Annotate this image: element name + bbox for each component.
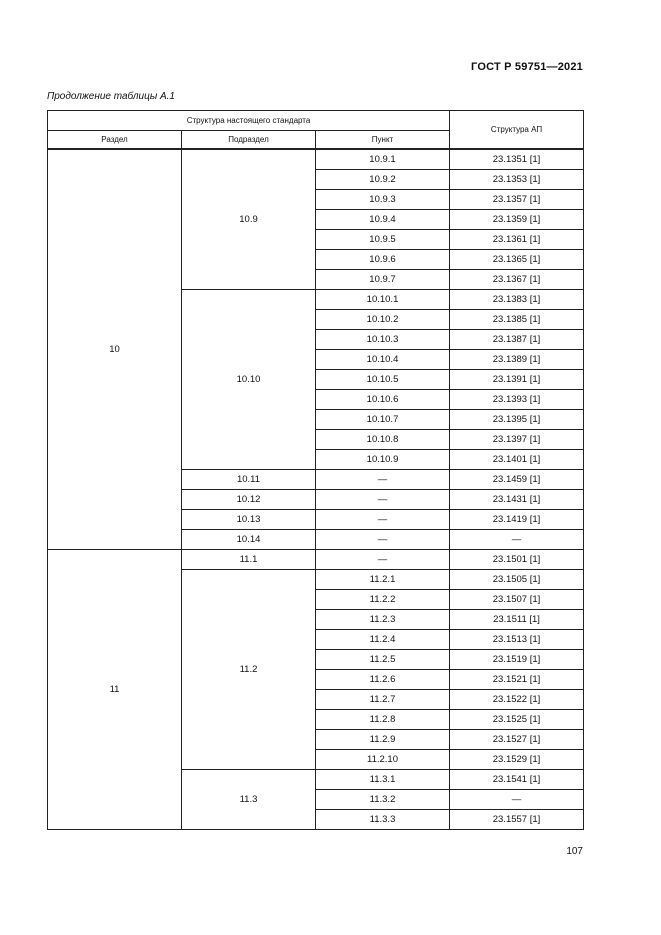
subsection-cell: 11.3 <box>182 769 316 829</box>
clause-cell: 10.10.3 <box>316 329 450 349</box>
ap-reference-cell: 23.1541 [1] <box>450 769 584 789</box>
ap-reference-cell: 23.1501 [1] <box>450 549 584 569</box>
group-header: Структура настоящего стандарта <box>48 111 450 131</box>
clause-cell: 11.2.3 <box>316 609 450 629</box>
table-caption: Продолжение таблицы А.1 <box>47 91 175 102</box>
column-header-subsection: Подраздел <box>182 131 316 150</box>
clause-cell: 11.3.2 <box>316 789 450 809</box>
clause-cell: — <box>316 509 450 529</box>
clause-cell: — <box>316 549 450 569</box>
ap-reference-cell: 23.1401 [1] <box>450 449 584 469</box>
subsection-cell: 11.2 <box>182 569 316 769</box>
ap-reference-cell: 23.1365 [1] <box>450 249 584 269</box>
ap-reference-cell: 23.1511 [1] <box>450 609 584 629</box>
clause-cell: 10.9.4 <box>316 209 450 229</box>
clause-cell: 10.9.6 <box>316 249 450 269</box>
clause-cell: 11.2.6 <box>316 669 450 689</box>
ap-reference-cell: 23.1521 [1] <box>450 669 584 689</box>
ap-reference-cell: 23.1353 [1] <box>450 169 584 189</box>
ap-reference-cell: 23.1459 [1] <box>450 469 584 489</box>
clause-cell: 10.10.5 <box>316 369 450 389</box>
ap-reference-cell: 23.1393 [1] <box>450 389 584 409</box>
clause-cell: 10.9.1 <box>316 149 450 169</box>
document-code: ГОСТ Р 59751—2021 <box>471 61 583 73</box>
clause-cell: 10.9.2 <box>316 169 450 189</box>
ap-reference-cell: 23.1557 [1] <box>450 809 584 829</box>
ap-reference-cell: 23.1505 [1] <box>450 569 584 589</box>
ap-reference-cell: 23.1522 [1] <box>450 689 584 709</box>
clause-cell: 11.3.1 <box>316 769 450 789</box>
subsection-cell: 10.11 <box>182 469 316 489</box>
correspondence-table <box>47 110 584 830</box>
ap-reference-cell: 23.1419 [1] <box>450 509 584 529</box>
ap-reference-cell: 23.1385 [1] <box>450 309 584 329</box>
column-header-ap: Структура АП <box>450 111 584 150</box>
clause-cell: 11.2.8 <box>316 709 450 729</box>
clause-cell: 10.10.9 <box>316 449 450 469</box>
clause-cell: 11.2.9 <box>316 729 450 749</box>
clause-cell: 11.2.1 <box>316 569 450 589</box>
ap-reference-cell: 23.1395 [1] <box>450 409 584 429</box>
clause-cell: 11.2.2 <box>316 589 450 609</box>
clause-cell: 11.2.5 <box>316 649 450 669</box>
ap-reference-cell: 23.1529 [1] <box>450 749 584 769</box>
ap-reference-cell: 23.1367 [1] <box>450 269 584 289</box>
clause-cell: 10.9.5 <box>316 229 450 249</box>
column-header-clause: Пункт <box>316 131 450 150</box>
clause-cell: 10.10.1 <box>316 289 450 309</box>
ap-reference-cell: — <box>450 529 584 549</box>
ap-reference-cell: 23.1527 [1] <box>450 729 584 749</box>
ap-reference-cell: 23.1359 [1] <box>450 209 584 229</box>
ap-reference-cell: 23.1525 [1] <box>450 709 584 729</box>
ap-reference-cell: 23.1387 [1] <box>450 329 584 349</box>
subsection-cell: 10.10 <box>182 289 316 469</box>
ap-reference-cell: 23.1383 [1] <box>450 289 584 309</box>
clause-cell: — <box>316 489 450 509</box>
clause-cell: 11.2.4 <box>316 629 450 649</box>
table-body <box>48 149 584 829</box>
ap-reference-cell: 23.1361 [1] <box>450 229 584 249</box>
table-row <box>48 549 584 569</box>
clause-cell: 10.10.2 <box>316 309 450 329</box>
clause-cell: 11.2.7 <box>316 689 450 709</box>
clause-cell: 10.10.7 <box>316 409 450 429</box>
clause-cell: 10.9.7 <box>316 269 450 289</box>
ap-reference-cell: 23.1391 [1] <box>450 369 584 389</box>
page-number: 107 <box>566 846 583 857</box>
ap-reference-cell: 23.1513 [1] <box>450 629 584 649</box>
clause-cell: 11.3.3 <box>316 809 450 829</box>
ap-reference-cell: 23.1357 [1] <box>450 189 584 209</box>
section-cell: 10 <box>48 149 182 549</box>
ap-reference-cell: 23.1389 [1] <box>450 349 584 369</box>
column-header-section: Раздел <box>48 131 182 150</box>
ap-reference-cell: 23.1507 [1] <box>450 589 584 609</box>
section-cell: 11 <box>48 549 182 829</box>
ap-reference-cell: 23.1397 [1] <box>450 429 584 449</box>
subsection-cell: 10.14 <box>182 529 316 549</box>
subsection-cell: 10.13 <box>182 509 316 529</box>
ap-reference-cell: 23.1431 [1] <box>450 489 584 509</box>
clause-cell: — <box>316 469 450 489</box>
clause-cell: 10.10.4 <box>316 349 450 369</box>
clause-cell: 11.2.10 <box>316 749 450 769</box>
subsection-cell: 11.1 <box>182 549 316 569</box>
ap-reference-cell: 23.1519 [1] <box>450 649 584 669</box>
ap-reference-cell: — <box>450 789 584 809</box>
clause-cell: 10.10.8 <box>316 429 450 449</box>
clause-cell: 10.9.3 <box>316 189 450 209</box>
subsection-cell: 10.9 <box>182 149 316 289</box>
subsection-cell: 10.12 <box>182 489 316 509</box>
ap-reference-cell: 23.1351 [1] <box>450 149 584 169</box>
clause-cell: — <box>316 529 450 549</box>
clause-cell: 10.10.6 <box>316 389 450 409</box>
table-row <box>48 149 584 169</box>
